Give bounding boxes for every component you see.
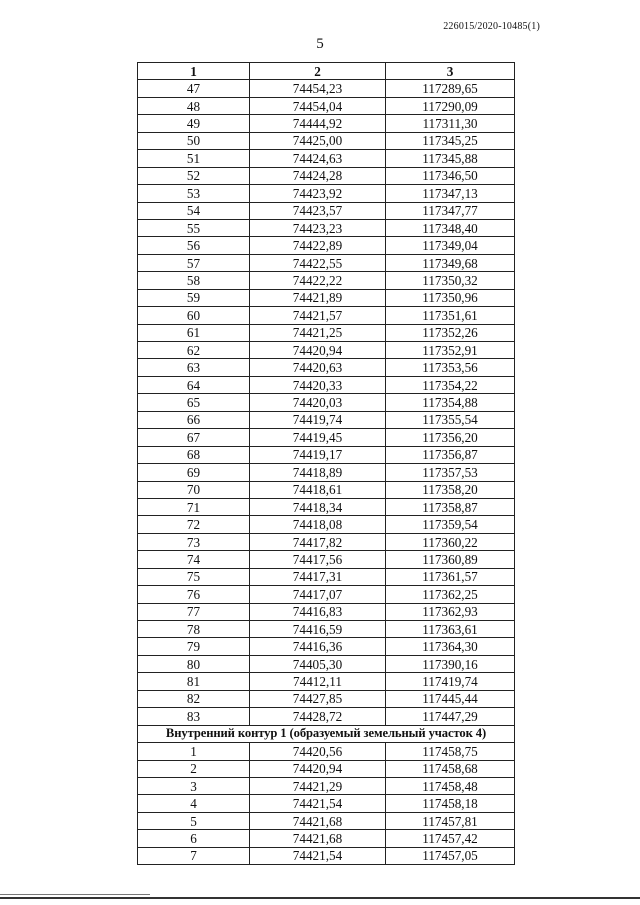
x-coordinate-cell: 74418,08 (250, 516, 386, 533)
point-number-cell: 77 (138, 603, 250, 620)
point-number-cell: 78 (138, 621, 250, 638)
table-row (138, 481, 515, 498)
x-coordinate-cell: 74423,92 (250, 185, 386, 202)
table-row (138, 638, 515, 655)
x-coordinate-cell: 74421,68 (250, 830, 386, 847)
table-row (138, 551, 515, 568)
point-number-cell: 2 (138, 760, 250, 777)
table-row (138, 812, 515, 829)
y-coordinate-cell: 117350,32 (386, 272, 515, 289)
y-coordinate-cell: 117364,30 (386, 638, 515, 655)
x-coordinate-cell: 74416,36 (250, 638, 386, 655)
table-row (138, 394, 515, 411)
y-coordinate-cell: 117458,18 (386, 795, 515, 812)
point-number-cell: 83 (138, 708, 250, 725)
point-number-cell: 55 (138, 219, 250, 236)
y-coordinate-cell: 117358,20 (386, 481, 515, 498)
point-number-cell: 75 (138, 568, 250, 585)
y-coordinate-cell: 117355,54 (386, 411, 515, 428)
table-row (138, 760, 515, 777)
section-row (138, 725, 515, 742)
table-row (138, 795, 515, 812)
table-row (138, 690, 515, 707)
table-row (138, 254, 515, 271)
y-coordinate-cell: 117290,09 (386, 97, 515, 114)
y-coordinate-cell: 117419,74 (386, 673, 515, 690)
x-coordinate-cell: 74421,54 (250, 847, 386, 864)
column-header: 3 (386, 63, 515, 80)
x-coordinate-cell: 74419,74 (250, 411, 386, 428)
point-number-cell: 62 (138, 342, 250, 359)
x-coordinate-cell: 74454,04 (250, 97, 386, 114)
point-number-cell: 72 (138, 516, 250, 533)
table-row (138, 411, 515, 428)
y-coordinate-cell: 117362,25 (386, 586, 515, 603)
table-row (138, 464, 515, 481)
y-coordinate-cell: 117352,91 (386, 342, 515, 359)
x-coordinate-cell: 74418,61 (250, 481, 386, 498)
point-number-cell: 69 (138, 464, 250, 481)
y-coordinate-cell: 117360,89 (386, 551, 515, 568)
x-coordinate-cell: 74454,23 (250, 80, 386, 97)
point-number-cell: 74 (138, 551, 250, 568)
point-number-cell: 65 (138, 394, 250, 411)
point-number-cell: 68 (138, 446, 250, 463)
y-coordinate-cell: 117346,50 (386, 167, 515, 184)
table-row (138, 219, 515, 236)
y-coordinate-cell: 117348,40 (386, 219, 515, 236)
column-header: 1 (138, 63, 250, 80)
x-coordinate-cell: 74428,72 (250, 708, 386, 725)
point-number-cell: 4 (138, 795, 250, 812)
x-coordinate-cell: 74421,25 (250, 324, 386, 341)
x-coordinate-cell: 74420,94 (250, 342, 386, 359)
table-row (138, 621, 515, 638)
y-coordinate-cell: 117347,13 (386, 185, 515, 202)
y-coordinate-cell: 117351,61 (386, 307, 515, 324)
table-row (138, 150, 515, 167)
x-coordinate-cell: 74417,31 (250, 568, 386, 585)
point-number-cell: 79 (138, 638, 250, 655)
y-coordinate-cell: 117458,75 (386, 743, 515, 760)
table-row (138, 272, 515, 289)
x-coordinate-cell: 74424,63 (250, 150, 386, 167)
point-number-cell: 53 (138, 185, 250, 202)
table-row (138, 673, 515, 690)
table-row (138, 376, 515, 393)
point-number-cell: 48 (138, 97, 250, 114)
x-coordinate-cell: 74421,89 (250, 289, 386, 306)
x-coordinate-cell: 74421,29 (250, 777, 386, 794)
point-number-cell: 7 (138, 847, 250, 864)
y-coordinate-cell: 117458,48 (386, 777, 515, 794)
y-coordinate-cell: 117345,88 (386, 150, 515, 167)
point-number-cell: 76 (138, 586, 250, 603)
x-coordinate-cell: 74420,63 (250, 359, 386, 376)
point-number-cell: 60 (138, 307, 250, 324)
point-number-cell: 49 (138, 115, 250, 132)
x-coordinate-cell: 74423,23 (250, 219, 386, 236)
x-coordinate-cell: 74420,33 (250, 376, 386, 393)
table-row (138, 289, 515, 306)
y-coordinate-cell: 117289,65 (386, 80, 515, 97)
table-row (138, 708, 515, 725)
table-row (138, 429, 515, 446)
x-coordinate-cell: 74417,82 (250, 533, 386, 550)
section-title: Внутренний контур 1 (образуемый земельный участок 4) (138, 725, 515, 742)
point-number-cell: 82 (138, 690, 250, 707)
table-row (138, 568, 515, 585)
x-coordinate-cell: 74422,55 (250, 254, 386, 271)
y-coordinate-cell: 117360,22 (386, 533, 515, 550)
table-row (138, 655, 515, 672)
table-row (138, 533, 515, 550)
y-coordinate-cell: 117345,25 (386, 132, 515, 149)
y-coordinate-cell: 117347,77 (386, 202, 515, 219)
x-coordinate-cell: 74417,56 (250, 551, 386, 568)
table-row (138, 80, 515, 97)
y-coordinate-cell: 117353,56 (386, 359, 515, 376)
y-coordinate-cell: 117457,42 (386, 830, 515, 847)
table-row (138, 830, 515, 847)
y-coordinate-cell: 117458,68 (386, 760, 515, 777)
y-coordinate-cell: 117349,04 (386, 237, 515, 254)
point-number-cell: 1 (138, 743, 250, 760)
x-coordinate-cell: 74418,34 (250, 498, 386, 515)
table-row (138, 324, 515, 341)
table-row (138, 516, 515, 533)
point-number-cell: 6 (138, 830, 250, 847)
point-number-cell: 47 (138, 80, 250, 97)
x-coordinate-cell: 74427,85 (250, 690, 386, 707)
y-coordinate-cell: 117445,44 (386, 690, 515, 707)
y-coordinate-cell: 117356,87 (386, 446, 515, 463)
point-number-cell: 54 (138, 202, 250, 219)
y-coordinate-cell: 117359,54 (386, 516, 515, 533)
x-coordinate-cell: 74418,89 (250, 464, 386, 481)
page-number: 5 (316, 36, 324, 52)
table-body-main (138, 80, 515, 725)
table-row (138, 115, 515, 132)
table-row (138, 847, 515, 864)
point-number-cell: 81 (138, 673, 250, 690)
x-coordinate-cell: 74405,30 (250, 655, 386, 672)
x-coordinate-cell: 74422,22 (250, 272, 386, 289)
point-number-cell: 58 (138, 272, 250, 289)
table-row (138, 446, 515, 463)
y-coordinate-cell: 117354,22 (386, 376, 515, 393)
point-number-cell: 57 (138, 254, 250, 271)
x-coordinate-cell: 74420,03 (250, 394, 386, 411)
y-coordinate-cell: 117350,96 (386, 289, 515, 306)
x-coordinate-cell: 74420,94 (250, 760, 386, 777)
x-coordinate-cell: 74421,68 (250, 812, 386, 829)
y-coordinate-cell: 117362,93 (386, 603, 515, 620)
table-row (138, 342, 515, 359)
table-row (138, 202, 515, 219)
point-number-cell: 71 (138, 498, 250, 515)
x-coordinate-cell: 74425,00 (250, 132, 386, 149)
y-coordinate-cell: 117358,87 (386, 498, 515, 515)
point-number-cell: 50 (138, 132, 250, 149)
point-number-cell: 3 (138, 777, 250, 794)
point-number-cell: 52 (138, 167, 250, 184)
x-coordinate-cell: 74416,83 (250, 603, 386, 620)
table-row (138, 132, 515, 149)
point-number-cell: 63 (138, 359, 250, 376)
column-header: 2 (250, 63, 386, 80)
x-coordinate-cell: 74421,54 (250, 795, 386, 812)
y-coordinate-cell: 117352,26 (386, 324, 515, 341)
point-number-cell: 59 (138, 289, 250, 306)
point-number-cell: 67 (138, 429, 250, 446)
point-number-cell: 61 (138, 324, 250, 341)
y-coordinate-cell: 117349,68 (386, 254, 515, 271)
point-number-cell: 80 (138, 655, 250, 672)
table-row (138, 307, 515, 324)
table-row (138, 777, 515, 794)
y-coordinate-cell: 117457,05 (386, 847, 515, 864)
y-coordinate-cell: 117361,57 (386, 568, 515, 585)
point-number-cell: 66 (138, 411, 250, 428)
table-row (138, 167, 515, 184)
point-number-cell: 56 (138, 237, 250, 254)
table-header-row (138, 63, 515, 80)
y-coordinate-cell: 117356,20 (386, 429, 515, 446)
x-coordinate-cell: 74444,92 (250, 115, 386, 132)
y-coordinate-cell: 117357,53 (386, 464, 515, 481)
table-row (138, 97, 515, 114)
x-coordinate-cell: 74412,11 (250, 673, 386, 690)
table-body-contour (138, 743, 515, 865)
point-number-cell: 70 (138, 481, 250, 498)
point-number-cell: 5 (138, 812, 250, 829)
x-coordinate-cell: 74424,28 (250, 167, 386, 184)
x-coordinate-cell: 74421,57 (250, 307, 386, 324)
point-number-cell: 73 (138, 533, 250, 550)
table-row (138, 743, 515, 760)
x-coordinate-cell: 74419,17 (250, 446, 386, 463)
document-number: 226015/2020-10485(1) (443, 21, 540, 32)
point-number-cell: 64 (138, 376, 250, 393)
bottom-rule (0, 897, 640, 899)
x-coordinate-cell: 74420,56 (250, 743, 386, 760)
table-row (138, 237, 515, 254)
table-row (138, 603, 515, 620)
table-row (138, 359, 515, 376)
bottom-rule-short (0, 894, 150, 895)
y-coordinate-cell: 117447,29 (386, 708, 515, 725)
x-coordinate-cell: 74422,89 (250, 237, 386, 254)
coordinates-table (137, 62, 515, 865)
x-coordinate-cell: 74416,59 (250, 621, 386, 638)
y-coordinate-cell: 117457,81 (386, 812, 515, 829)
y-coordinate-cell: 117354,88 (386, 394, 515, 411)
table-row (138, 498, 515, 515)
x-coordinate-cell: 74417,07 (250, 586, 386, 603)
table-row (138, 586, 515, 603)
y-coordinate-cell: 117390,16 (386, 655, 515, 672)
y-coordinate-cell: 117363,61 (386, 621, 515, 638)
y-coordinate-cell: 117311,30 (386, 115, 515, 132)
x-coordinate-cell: 74419,45 (250, 429, 386, 446)
point-number-cell: 51 (138, 150, 250, 167)
table-row (138, 185, 515, 202)
x-coordinate-cell: 74423,57 (250, 202, 386, 219)
